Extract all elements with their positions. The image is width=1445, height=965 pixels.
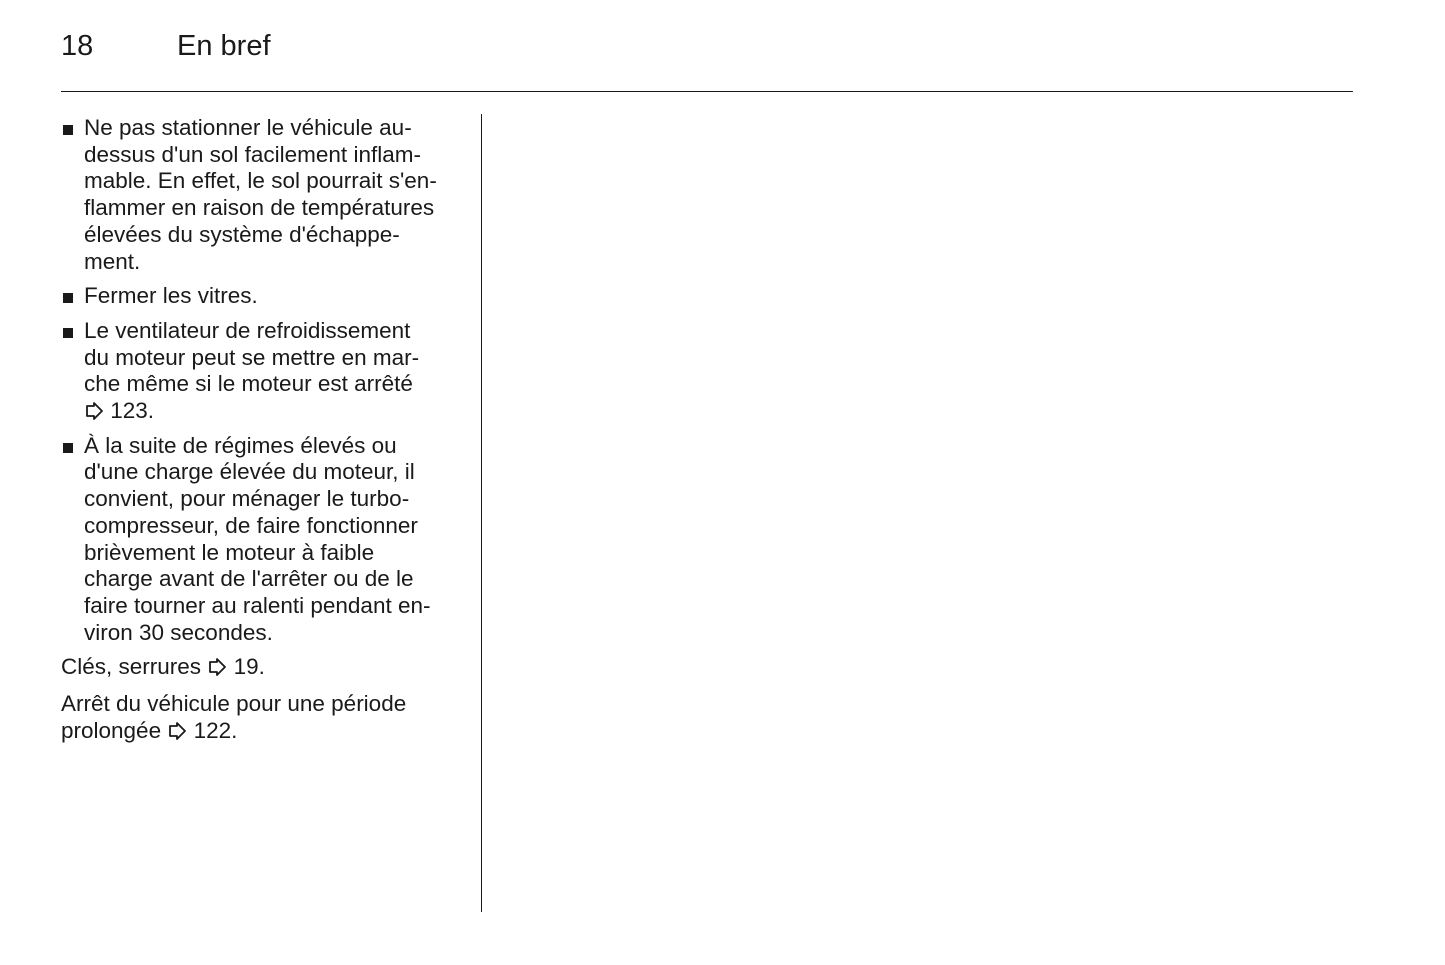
square-bullet-icon (63, 443, 73, 453)
xref-link-19[interactable]: 19. (233, 654, 265, 680)
xref-link-123[interactable]: 123. (110, 398, 155, 424)
bullet-item-parking (61, 115, 461, 275)
cross-reference-arrow-icon (84, 401, 104, 421)
text-line: d'une charge élevée du moteur, il (84, 459, 415, 485)
text-line: À la suite de régimes élevés ou (84, 432, 397, 458)
text-line: charge avant de l'arrêter ou de le (84, 566, 414, 592)
text-line: dessus d'un sol facilement inflam- (84, 141, 421, 167)
bullet-item-turbo (61, 433, 461, 647)
page-number: 18 (61, 30, 94, 62)
text-line (84, 398, 461, 425)
text-line: brièvement le moteur à faible (84, 539, 375, 565)
text-line: che même si le moteur est arrêté (84, 371, 413, 397)
cross-reference-arrow-icon (207, 657, 227, 677)
text-line: Le ventilateur de refroidissement (84, 317, 411, 343)
page-title: En bref (177, 30, 271, 62)
cross-reference-arrow-icon (167, 721, 187, 741)
paragraph-long-storage (61, 691, 461, 744)
paragraph-keys-locks (61, 654, 461, 681)
text-line: ment. (84, 248, 141, 274)
text-line: du moteur peut se mettre en mar- (84, 344, 420, 370)
paragraph-text: prolongée (61, 717, 162, 743)
square-bullet-icon (63, 328, 73, 338)
text-line: Ne pas stationner le véhicule au- (84, 115, 412, 140)
text-line: viron 30 secondes. (84, 619, 273, 645)
text-line: compresseur, de faire fonctionner (84, 512, 418, 538)
left-column (61, 115, 461, 744)
column-divider (481, 114, 482, 912)
square-bullet-icon (63, 293, 73, 303)
square-bullet-icon (63, 125, 73, 135)
text-line: flammer en raison de températures (84, 195, 435, 221)
header-divider (61, 91, 1353, 92)
paragraph-text: Clés, serrures (61, 654, 202, 680)
text-line: convient, pour ménager le turbo- (84, 486, 410, 512)
text-line (61, 654, 461, 681)
text-line: Arrêt du véhicule pour une période (61, 691, 407, 717)
text-line: mable. En effet, le sol pourrait s'en- (84, 168, 437, 194)
bullet-item-cooling-fan (61, 318, 461, 425)
text-line: faire tourner au ralenti pendant en- (84, 592, 431, 618)
text-line: élevées du système d'échappe- (84, 221, 400, 247)
text-line: Fermer les vitres. (84, 283, 258, 309)
bullet-item-windows (61, 283, 461, 310)
bullet-list (61, 115, 461, 646)
text-line (61, 718, 461, 745)
xref-link-122[interactable]: 122. (193, 717, 238, 743)
